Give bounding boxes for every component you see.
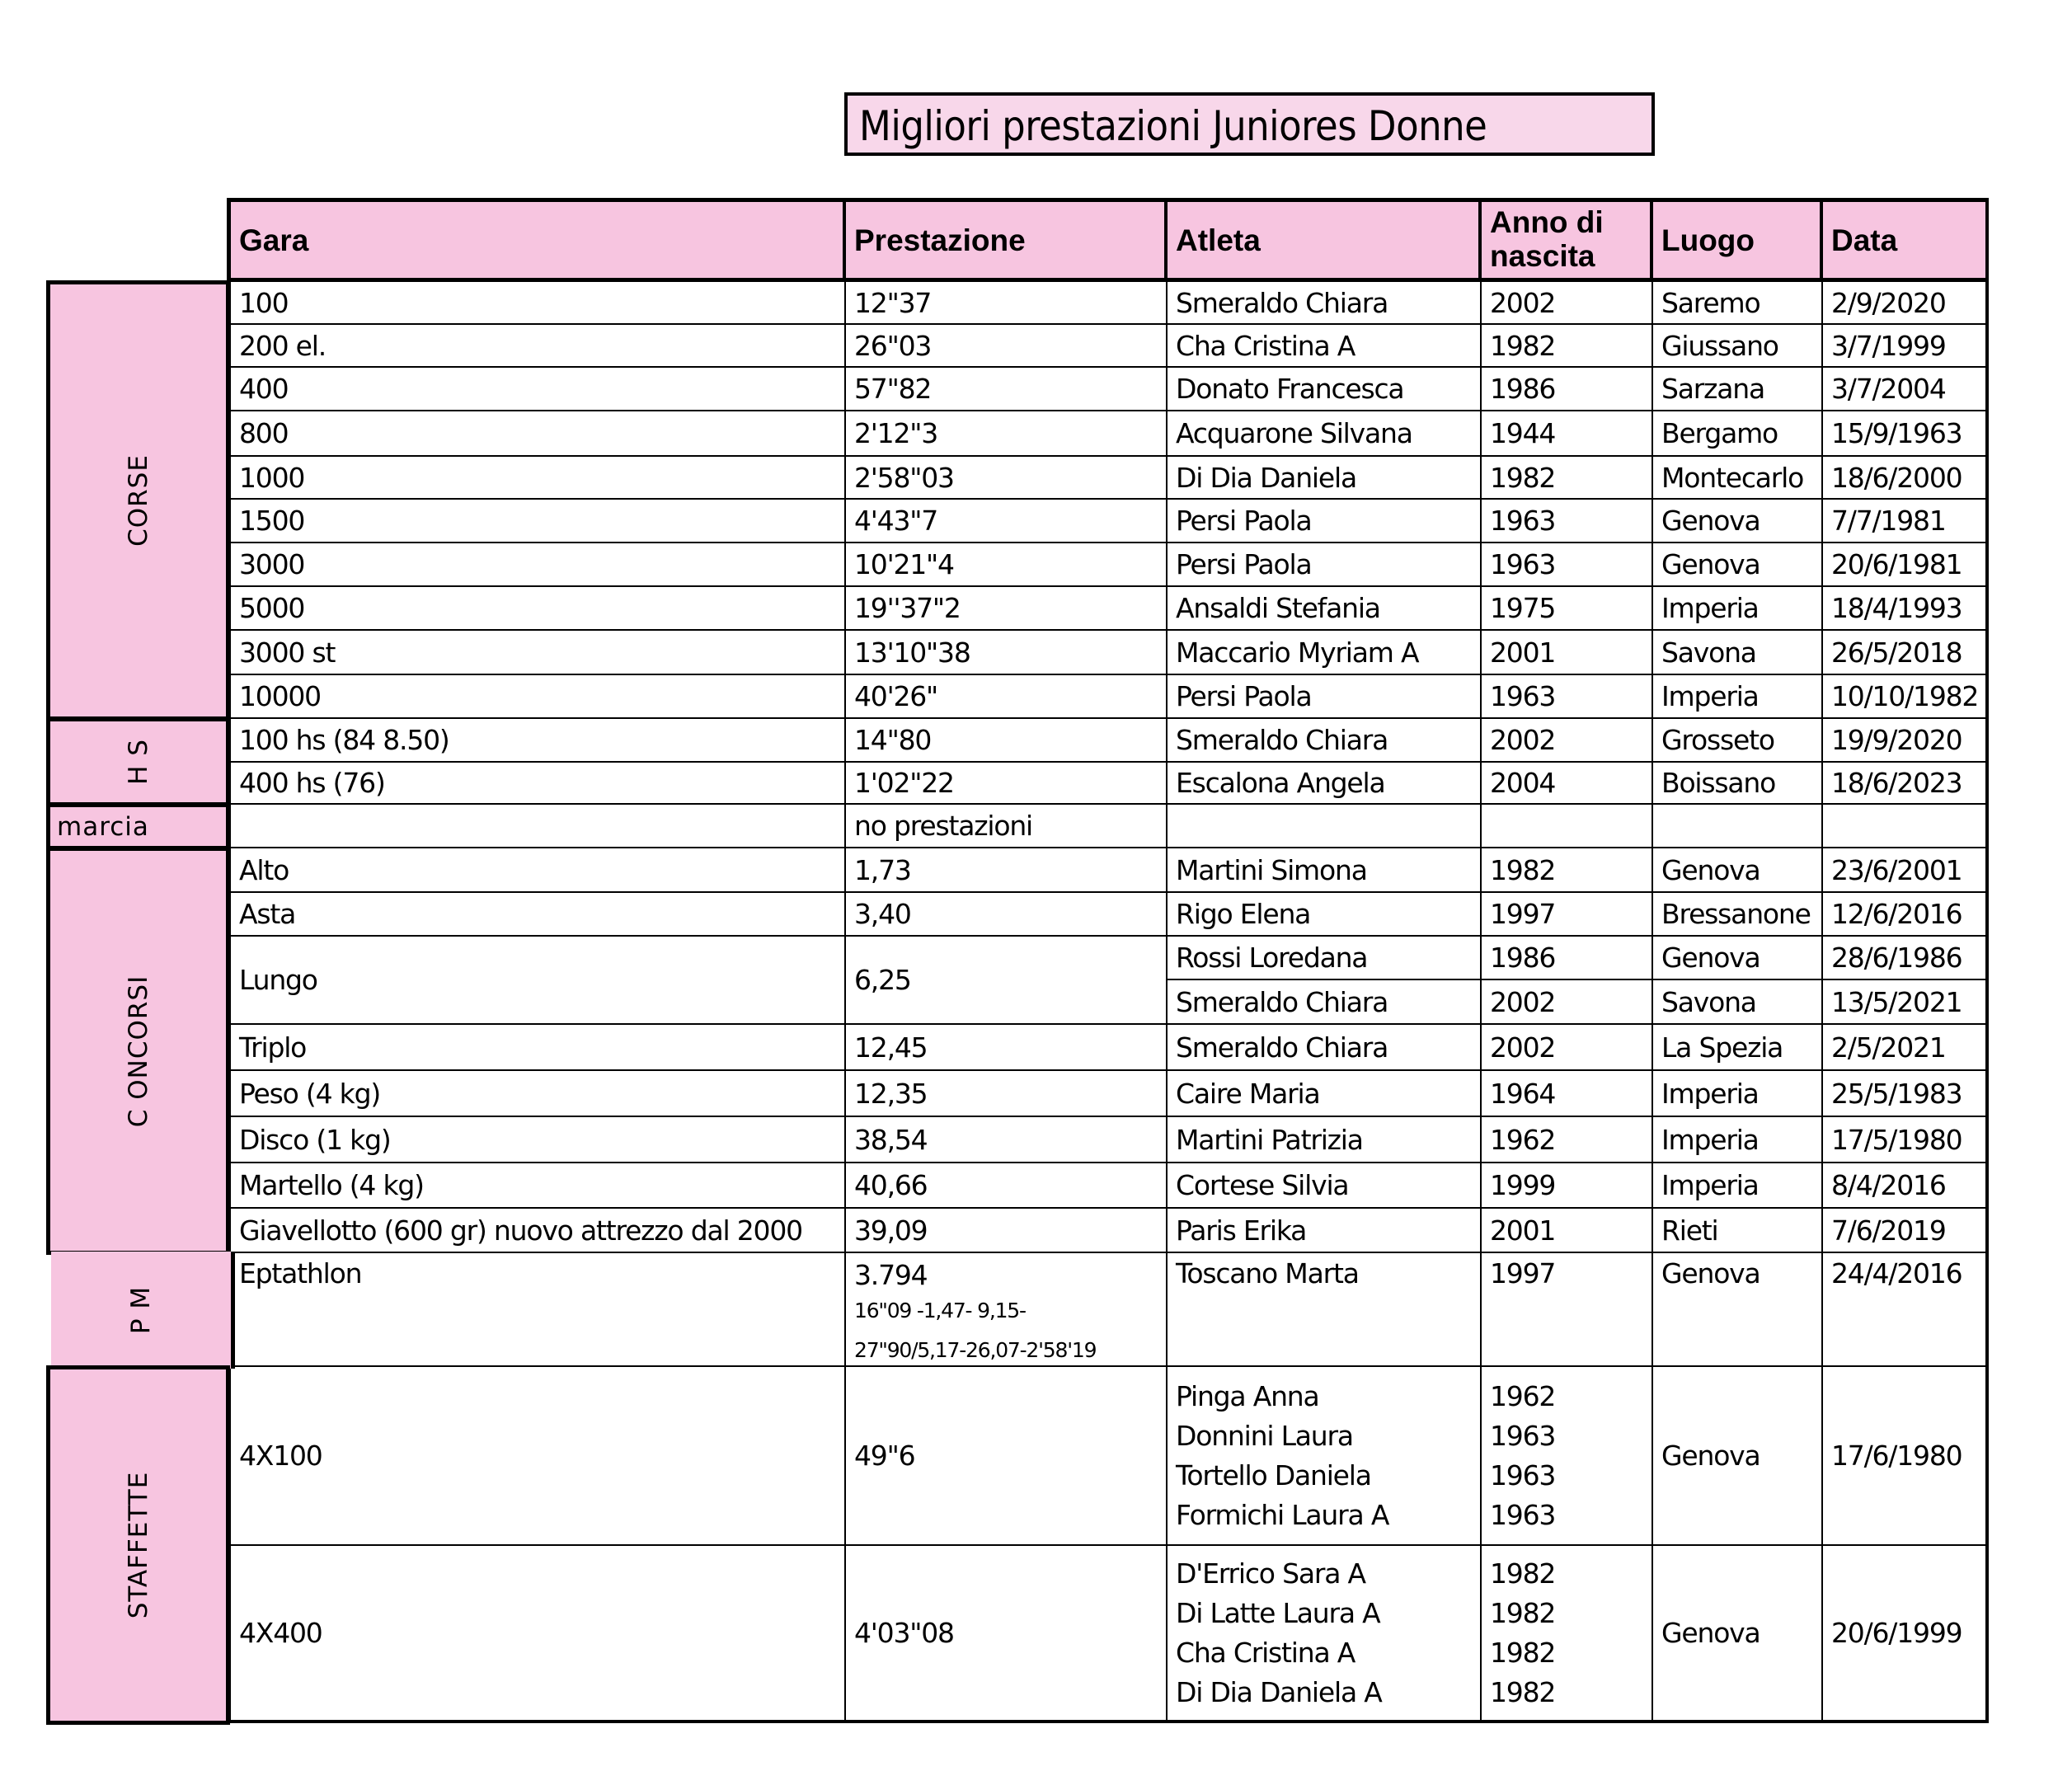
cell-atleta: Rossi Loredana <box>1168 937 1482 980</box>
group-label-corse: CORSE <box>123 454 153 547</box>
eptathlon-score: 3.794 <box>854 1259 928 1291</box>
cell-anno: 1982 <box>1482 457 1653 500</box>
relay-year: 1963 <box>1490 1419 1556 1452</box>
cell-luogo: Bressanone <box>1653 893 1823 937</box>
relay-athlete: Donnini Laura <box>1176 1419 1353 1452</box>
cell-atleta: Cha Cristina A <box>1168 325 1482 368</box>
group-label-staffette: STAFFETTE <box>123 1471 153 1619</box>
relay-atleta <box>1168 1367 1482 1546</box>
cell-data: 19/9/2020 <box>1823 719 1989 763</box>
header-data: Data <box>1823 198 1989 282</box>
cell-anno: 1963 <box>1482 543 1653 587</box>
cell-prestazione: 3,40 <box>846 893 1168 937</box>
cell-anno: 2001 <box>1482 631 1653 675</box>
cell-gara: 1500 <box>227 500 846 543</box>
cell-prestazione: 6,25 <box>846 937 1168 1025</box>
cell-gara <box>227 805 846 848</box>
cell-atleta <box>1168 805 1482 848</box>
cell-prestazione: 10'21"4 <box>846 543 1168 587</box>
cell-anno: 2001 <box>1482 1209 1653 1253</box>
cell-anno: 2002 <box>1482 1025 1653 1071</box>
cell-gara: 200 el. <box>227 325 846 368</box>
cell-prestazione: 40'26" <box>846 675 1168 719</box>
cell-anno: 1963 <box>1482 675 1653 719</box>
relay-prestazione: 49"6 <box>846 1367 1168 1546</box>
cell-luogo: Rieti <box>1653 1209 1823 1253</box>
relay-gara: 4X100 <box>227 1367 846 1546</box>
relay-year: 1982 <box>1490 1675 1556 1708</box>
cell-gara: 10000 <box>227 675 846 719</box>
cell-atleta: Persi Paola <box>1168 543 1482 587</box>
cell-anno: 1999 <box>1482 1163 1653 1209</box>
cell-data: 18/4/1993 <box>1823 587 1989 631</box>
eptathlon-data: 24/4/2016 <box>1823 1253 1989 1367</box>
cell-prestazione: 19''37"2 <box>846 587 1168 631</box>
cell-prestazione: 4'43"7 <box>846 500 1168 543</box>
eptathlon-luogo: Genova <box>1653 1253 1823 1367</box>
cell-anno <box>1482 805 1653 848</box>
cell-prestazione: 39,09 <box>846 1209 1168 1253</box>
cell-anno: 1982 <box>1482 325 1653 368</box>
cell-prestazione: 2'58"03 <box>846 457 1168 500</box>
cell-data: 23/6/2001 <box>1823 848 1989 893</box>
cell-gara: 800 <box>227 411 846 457</box>
relay-anno <box>1482 1367 1653 1546</box>
relay-year: 1982 <box>1490 1636 1556 1669</box>
cell-data: 28/6/1986 <box>1823 937 1989 980</box>
cell-atleta: Smeraldo Chiara <box>1168 980 1482 1025</box>
cell-data: 7/6/2019 <box>1823 1209 1989 1253</box>
relay-athlete: Tortello Daniela <box>1176 1459 1371 1491</box>
group-label-pm: P M <box>126 1285 156 1335</box>
cell-data: 2/9/2020 <box>1823 282 1989 325</box>
relay-year: 1982 <box>1490 1557 1556 1590</box>
cell-luogo <box>1653 805 1823 848</box>
cell-prestazione: 26"03 <box>846 325 1168 368</box>
cell-gara: Alto <box>227 848 846 893</box>
cell-prestazione: no prestazioni <box>846 805 1168 848</box>
cell-anno: 1982 <box>1482 848 1653 893</box>
relay-year: 1963 <box>1490 1459 1556 1491</box>
cell-gara: Giavellotto (600 gr) nuovo attrezzo dal 2000 <box>227 1209 846 1253</box>
cell-luogo: Genova <box>1653 848 1823 893</box>
relay-athlete: Pinga Anna <box>1176 1379 1319 1412</box>
eptathlon-detail-2: 27"90/5,17-26,07-2'58'19 <box>854 1338 1097 1362</box>
cell-luogo: Bergamo <box>1653 411 1823 457</box>
eptathlon-atleta: Toscano Marta <box>1168 1253 1482 1367</box>
cell-data: 3/7/2004 <box>1823 368 1989 411</box>
cell-luogo: Sarzana <box>1653 368 1823 411</box>
cell-prestazione: 13'10"38 <box>846 631 1168 675</box>
cell-gara: 400 <box>227 368 846 411</box>
eptathlon-detail-1: 16"09 -1,47- 9,15- <box>854 1299 1026 1322</box>
cell-data: 12/6/2016 <box>1823 893 1989 937</box>
relay-data: 17/6/1980 <box>1823 1367 1989 1546</box>
cell-prestazione: 2'12"3 <box>846 411 1168 457</box>
cell-atleta: Smeraldo Chiara <box>1168 1025 1482 1071</box>
cell-data: 8/4/2016 <box>1823 1163 1989 1209</box>
header-luogo: Luogo <box>1653 198 1823 282</box>
page-title-box <box>844 92 1655 156</box>
cell-prestazione: 12,35 <box>846 1071 1168 1117</box>
cell-gara: 1000 <box>227 457 846 500</box>
cell-data: 2/5/2021 <box>1823 1025 1989 1071</box>
group-label-marcia: marcia <box>57 811 149 842</box>
cell-gara: Peso (4 kg) <box>227 1071 846 1117</box>
group-staffette <box>46 1365 230 1725</box>
cell-luogo: Imperia <box>1653 1163 1823 1209</box>
cell-luogo: Imperia <box>1653 675 1823 719</box>
relay-athlete: Formichi Laura A <box>1176 1498 1389 1531</box>
cell-gara: Martello (4 kg) <box>227 1163 846 1209</box>
cell-anno: 2002 <box>1482 719 1653 763</box>
relay-athlete: D'Errico Sara A <box>1176 1557 1365 1590</box>
relay-year: 1962 <box>1490 1379 1556 1412</box>
eptathlon-prestazione <box>846 1253 1168 1367</box>
cell-luogo: Saremo <box>1653 282 1823 325</box>
cell-prestazione: 12"37 <box>846 282 1168 325</box>
eptathlon-gara: Eptathlon <box>227 1253 846 1367</box>
cell-anno: 2002 <box>1482 980 1653 1025</box>
cell-luogo: La Spezia <box>1653 1025 1823 1071</box>
cell-data <box>1823 805 1989 848</box>
cell-atleta: Escalona Angela <box>1168 763 1482 805</box>
cell-atleta: Martini Patrizia <box>1168 1117 1482 1163</box>
cell-luogo: Imperia <box>1653 587 1823 631</box>
cell-data: 18/6/2000 <box>1823 457 1989 500</box>
cell-luogo: Montecarlo <box>1653 457 1823 500</box>
cell-gara: 100 <box>227 282 846 325</box>
relay-athlete: Di Dia Daniela A <box>1176 1675 1382 1708</box>
relay-gara: 4X400 <box>227 1546 846 1723</box>
group-pm <box>51 1252 235 1369</box>
cell-atleta: Smeraldo Chiara <box>1168 282 1482 325</box>
relay-luogo: Genova <box>1653 1546 1823 1723</box>
cell-prestazione: 40,66 <box>846 1163 1168 1209</box>
cell-gara: 5000 <box>227 587 846 631</box>
cell-luogo: Savona <box>1653 631 1823 675</box>
relay-year: 1982 <box>1490 1596 1556 1629</box>
cell-anno: 1986 <box>1482 937 1653 980</box>
cell-prestazione: 38,54 <box>846 1117 1168 1163</box>
group-hs <box>46 717 230 806</box>
cell-luogo: Imperia <box>1653 1117 1823 1163</box>
relay-prestazione: 4'03"08 <box>846 1546 1168 1723</box>
cell-atleta: Paris Erika <box>1168 1209 1482 1253</box>
cell-data: 18/6/2023 <box>1823 763 1989 805</box>
cell-luogo: Genova <box>1653 500 1823 543</box>
cell-data: 10/10/1982 <box>1823 675 1989 719</box>
cell-gara: Asta <box>227 893 846 937</box>
cell-atleta: Persi Paola <box>1168 500 1482 543</box>
cell-luogo: Savona <box>1653 980 1823 1025</box>
cell-atleta: Martini Simona <box>1168 848 1482 893</box>
cell-atleta: Rigo Elena <box>1168 893 1482 937</box>
relay-luogo: Genova <box>1653 1367 1823 1546</box>
cell-anno: 2002 <box>1482 282 1653 325</box>
cell-atleta: Ansaldi Stefania <box>1168 587 1482 631</box>
cell-atleta: Maccario Myriam A <box>1168 631 1482 675</box>
relay-data: 20/6/1999 <box>1823 1546 1989 1723</box>
cell-gara: Lungo <box>227 937 846 1025</box>
eptathlon-anno: 1997 <box>1482 1253 1653 1367</box>
cell-atleta: Cortese Silvia <box>1168 1163 1482 1209</box>
cell-data: 15/9/1963 <box>1823 411 1989 457</box>
cell-data: 7/7/1981 <box>1823 500 1989 543</box>
cell-luogo: Imperia <box>1653 1071 1823 1117</box>
cell-luogo: Boissano <box>1653 763 1823 805</box>
cell-data: 26/5/2018 <box>1823 631 1989 675</box>
page-title: Migliori prestazioni Juniores Donne <box>859 102 1487 150</box>
group-label-concorsi: C ONCORSI <box>123 975 153 1127</box>
cell-gara: 400 hs (76) <box>227 763 846 805</box>
cell-atleta: Di Dia Daniela <box>1168 457 1482 500</box>
cell-data: 13/5/2021 <box>1823 980 1989 1025</box>
cell-anno: 1963 <box>1482 500 1653 543</box>
cell-anno: 1997 <box>1482 893 1653 937</box>
cell-gara: 3000 st <box>227 631 846 675</box>
relay-athlete: Di Latte Laura A <box>1176 1596 1380 1629</box>
cell-anno: 2004 <box>1482 763 1653 805</box>
group-marcia <box>46 803 230 850</box>
relay-year: 1963 <box>1490 1498 1556 1531</box>
cell-gara: 3000 <box>227 543 846 587</box>
cell-gara: Disco (1 kg) <box>227 1117 846 1163</box>
cell-atleta: Caire Maria <box>1168 1071 1482 1117</box>
cell-prestazione: 14"80 <box>846 719 1168 763</box>
header-gara: Gara <box>227 198 846 282</box>
cell-prestazione: 1'02"22 <box>846 763 1168 805</box>
header-anno: Anno di nascita <box>1482 198 1653 282</box>
cell-prestazione: 1,73 <box>846 848 1168 893</box>
cell-atleta: Persi Paola <box>1168 675 1482 719</box>
cell-anno: 1964 <box>1482 1071 1653 1117</box>
cell-data: 17/5/1980 <box>1823 1117 1989 1163</box>
group-corse <box>46 280 230 721</box>
cell-prestazione: 12,45 <box>846 1025 1168 1071</box>
cell-data: 20/6/1981 <box>1823 543 1989 587</box>
relay-anno <box>1482 1546 1653 1723</box>
cell-luogo: Grosseto <box>1653 719 1823 763</box>
cell-data: 3/7/1999 <box>1823 325 1989 368</box>
cell-anno: 1962 <box>1482 1117 1653 1163</box>
cell-anno: 1975 <box>1482 587 1653 631</box>
group-label-hs: H S <box>123 739 153 785</box>
cell-gara: 100 hs (84 8.50) <box>227 719 846 763</box>
cell-luogo: Giussano <box>1653 325 1823 368</box>
header-atleta: Atleta <box>1168 198 1482 282</box>
group-concorsi <box>46 847 230 1255</box>
relay-athlete: Cha Cristina A <box>1176 1636 1355 1669</box>
cell-luogo: Genova <box>1653 937 1823 980</box>
cell-atleta: Smeraldo Chiara <box>1168 719 1482 763</box>
cell-data: 25/5/1983 <box>1823 1071 1989 1117</box>
cell-atleta: Donato Francesca <box>1168 368 1482 411</box>
cell-luogo: Genova <box>1653 543 1823 587</box>
relay-atleta <box>1168 1546 1482 1723</box>
cell-anno: 1986 <box>1482 368 1653 411</box>
cell-prestazione: 57"82 <box>846 368 1168 411</box>
header-prestazione: Prestazione <box>846 198 1168 282</box>
cell-gara: Triplo <box>227 1025 846 1071</box>
cell-anno: 1944 <box>1482 411 1653 457</box>
cell-atleta: Acquarone Silvana <box>1168 411 1482 457</box>
